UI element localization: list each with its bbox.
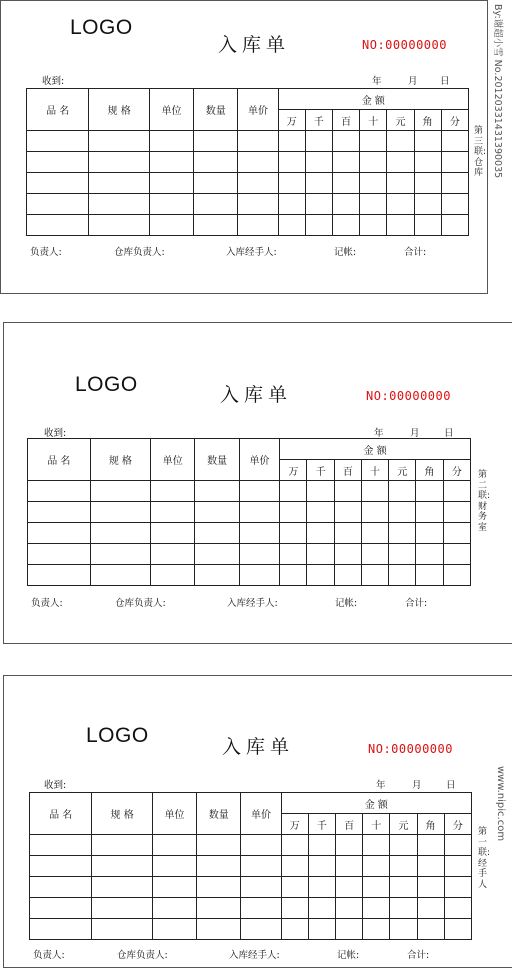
table-cell[interactable]	[280, 502, 307, 523]
items-table	[29, 792, 472, 940]
table-cell[interactable]	[336, 919, 363, 940]
table-cell[interactable]	[390, 835, 417, 856]
logo-text: LOGO	[75, 373, 138, 396]
table-cell[interactable]	[278, 152, 305, 173]
header-amount: 金 额	[280, 439, 471, 460]
header-digit: 十	[363, 814, 390, 835]
table-cell[interactable]	[90, 523, 151, 544]
table-cell[interactable]	[239, 565, 279, 586]
table-cell[interactable]	[305, 131, 332, 152]
date-year-label: 年	[374, 428, 384, 439]
table-cell[interactable]	[387, 194, 414, 215]
header-digit: 元	[387, 110, 414, 131]
table-cell[interactable]	[149, 173, 193, 194]
table-cell[interactable]	[197, 856, 241, 877]
table-cell[interactable]	[194, 215, 238, 236]
table-cell[interactable]	[280, 565, 307, 586]
table-row	[27, 194, 469, 215]
table-cell[interactable]	[27, 215, 89, 236]
header-digit: 元	[389, 460, 416, 481]
table-cell[interactable]	[281, 835, 308, 856]
header-digit: 万	[278, 110, 305, 131]
table-cell[interactable]	[307, 481, 334, 502]
table-cell[interactable]	[360, 215, 387, 236]
items-table	[26, 88, 469, 236]
header-digit: 万	[281, 814, 308, 835]
date-year-label: 年	[376, 780, 386, 791]
table-cell[interactable]	[152, 877, 196, 898]
table-row	[28, 544, 471, 565]
header-digit: 万	[280, 460, 307, 481]
table-cell[interactable]	[390, 898, 417, 919]
header-digit: 千	[308, 814, 335, 835]
header-digit: 分	[444, 814, 471, 835]
header-digit: 十	[361, 460, 388, 481]
table-cell[interactable]	[89, 194, 149, 215]
table-cell[interactable]	[281, 919, 308, 940]
date-day-label: 日	[440, 76, 450, 87]
table-cell[interactable]	[389, 481, 416, 502]
table-cell[interactable]	[151, 481, 195, 502]
table-cell[interactable]	[194, 194, 238, 215]
header-digit: 百	[333, 110, 360, 131]
table-cell[interactable]	[336, 856, 363, 877]
date-month-label: 月	[410, 428, 420, 439]
footer-warehouse-manager: 仓库负责人:	[117, 950, 168, 961]
date-day-label: 日	[444, 428, 454, 439]
table-cell[interactable]	[416, 481, 443, 502]
table-cell[interactable]	[195, 544, 239, 565]
table-cell[interactable]	[149, 194, 193, 215]
table-cell[interactable]	[307, 544, 334, 565]
table-cell[interactable]	[151, 565, 195, 586]
table-cell[interactable]	[387, 173, 414, 194]
table-cell[interactable]	[333, 173, 360, 194]
table-cell[interactable]	[30, 856, 92, 877]
header-spec: 规 格	[90, 439, 151, 481]
table-cell[interactable]	[28, 544, 91, 565]
table-cell[interactable]	[89, 131, 149, 152]
table-row	[28, 502, 471, 523]
table-cell[interactable]	[307, 523, 334, 544]
footer-total: 合计:	[407, 950, 430, 961]
header-digit: 角	[417, 814, 444, 835]
header-digit: 百	[334, 460, 361, 481]
date-month-label: 月	[412, 780, 422, 791]
table-cell[interactable]	[89, 173, 149, 194]
footer-receiving-handler: 入库经手人:	[227, 598, 278, 609]
table-cell[interactable]	[308, 856, 335, 877]
table-cell[interactable]	[149, 131, 193, 152]
footer-bookkeeping: 记帐:	[334, 247, 357, 258]
table-cell[interactable]	[28, 502, 91, 523]
table-cell[interactable]	[30, 898, 92, 919]
table-cell[interactable]	[308, 919, 335, 940]
table-cell[interactable]	[333, 152, 360, 173]
table-cell[interactable]	[92, 877, 152, 898]
table-cell[interactable]	[336, 835, 363, 856]
table-cell[interactable]	[305, 173, 332, 194]
table-cell[interactable]	[441, 173, 468, 194]
table-row	[27, 131, 469, 152]
table-row	[28, 481, 471, 502]
date-year-label: 年	[372, 76, 382, 87]
header-item-name: 品 名	[28, 439, 91, 481]
logo-text: LOGO	[70, 16, 133, 39]
header-unit: 单位	[149, 89, 193, 131]
table-cell[interactable]	[90, 481, 151, 502]
table-cell[interactable]	[360, 173, 387, 194]
header-amount: 金 额	[278, 89, 468, 110]
table-cell[interactable]	[152, 898, 196, 919]
table-cell[interactable]	[334, 544, 361, 565]
table-cell[interactable]	[28, 481, 91, 502]
header-digit: 十	[360, 110, 387, 131]
table-cell[interactable]	[308, 835, 335, 856]
table-cell[interactable]	[390, 856, 417, 877]
header-spec: 规 格	[92, 793, 152, 835]
table-cell[interactable]	[197, 919, 241, 940]
table-cell[interactable]	[307, 502, 334, 523]
table-cell[interactable]	[334, 523, 361, 544]
table-cell[interactable]	[443, 565, 470, 586]
table-cell[interactable]	[281, 856, 308, 877]
table-cell[interactable]	[281, 877, 308, 898]
table-cell[interactable]	[360, 131, 387, 152]
table-cell[interactable]	[444, 856, 471, 877]
footer-total: 合计:	[405, 598, 428, 609]
table-cell[interactable]	[389, 523, 416, 544]
table-cell[interactable]	[363, 835, 390, 856]
table-cell[interactable]	[241, 877, 281, 898]
table-cell[interactable]	[280, 544, 307, 565]
table-cell[interactable]	[336, 877, 363, 898]
table-cell[interactable]	[195, 481, 239, 502]
watermark-text-top: By:谢超小雪 No.20120331431390035	[492, 4, 503, 179]
table-cell[interactable]	[197, 835, 241, 856]
table-cell[interactable]	[280, 523, 307, 544]
table-cell[interactable]	[389, 502, 416, 523]
footer-warehouse-manager: 仓库负责人:	[115, 598, 166, 609]
table-cell[interactable]	[443, 481, 470, 502]
table-cell[interactable]	[389, 544, 416, 565]
table-cell[interactable]	[278, 173, 305, 194]
header-digit: 分	[443, 460, 470, 481]
table-cell[interactable]	[278, 215, 305, 236]
table-cell[interactable]	[27, 131, 89, 152]
table-cell[interactable]	[152, 856, 196, 877]
table-cell[interactable]	[361, 502, 388, 523]
table-cell[interactable]	[390, 877, 417, 898]
footer-responsible: 负责人:	[31, 598, 63, 609]
table-cell[interactable]	[414, 152, 441, 173]
header-digit: 千	[307, 460, 334, 481]
table-row	[30, 898, 472, 919]
table-cell[interactable]	[444, 919, 471, 940]
table-cell[interactable]	[417, 919, 444, 940]
footer-bookkeeping: 记帐:	[337, 950, 360, 961]
table-cell[interactable]	[27, 194, 89, 215]
table-cell[interactable]	[238, 173, 278, 194]
table-cell[interactable]	[363, 856, 390, 877]
footer-receiving-handler: 入库经手人:	[229, 950, 280, 961]
table-cell[interactable]	[151, 544, 195, 565]
header-quantity: 数量	[195, 439, 239, 481]
table-row	[30, 835, 472, 856]
table-cell[interactable]	[195, 502, 239, 523]
table-cell[interactable]	[239, 481, 279, 502]
table-cell[interactable]	[414, 194, 441, 215]
table-cell[interactable]	[334, 502, 361, 523]
table-cell[interactable]	[333, 215, 360, 236]
table-cell[interactable]	[92, 898, 152, 919]
table-cell[interactable]	[239, 523, 279, 544]
copy-side-note: 第三联:仓库	[474, 126, 487, 178]
table-cell[interactable]	[361, 481, 388, 502]
table-cell[interactable]	[361, 565, 388, 586]
table-cell[interactable]	[308, 898, 335, 919]
table-cell[interactable]	[278, 194, 305, 215]
table-row	[27, 215, 469, 236]
table-cell[interactable]	[197, 877, 241, 898]
table-cell[interactable]	[28, 565, 91, 586]
received-label: 收到:	[44, 780, 67, 791]
table-cell[interactable]	[194, 173, 238, 194]
table-cell[interactable]	[416, 502, 443, 523]
table-cell[interactable]	[195, 523, 239, 544]
table-cell[interactable]	[30, 877, 92, 898]
table-cell[interactable]	[238, 152, 278, 173]
table-cell[interactable]	[307, 565, 334, 586]
table-cell[interactable]	[90, 502, 151, 523]
table-cell[interactable]	[30, 919, 92, 940]
table-cell[interactable]	[194, 131, 238, 152]
table-cell[interactable]	[151, 502, 195, 523]
table-cell[interactable]	[444, 877, 471, 898]
table-cell[interactable]	[443, 544, 470, 565]
table-cell[interactable]	[390, 919, 417, 940]
table-cell[interactable]	[414, 173, 441, 194]
table-cell[interactable]	[280, 481, 307, 502]
header-digit: 千	[305, 110, 332, 131]
table-cell[interactable]	[414, 131, 441, 152]
table-cell[interactable]	[281, 898, 308, 919]
header-unit-price: 单价	[238, 89, 278, 131]
table-cell[interactable]	[441, 131, 468, 152]
table-cell[interactable]	[417, 856, 444, 877]
table-cell[interactable]	[441, 215, 468, 236]
table-cell[interactable]	[336, 898, 363, 919]
table-cell[interactable]	[416, 523, 443, 544]
header-amount: 金 额	[281, 793, 471, 814]
table-cell[interactable]	[363, 877, 390, 898]
footer-bookkeeping: 记帐:	[335, 598, 358, 609]
table-row	[27, 152, 469, 173]
header-digit: 元	[390, 814, 417, 835]
header-item-name: 品 名	[27, 89, 89, 131]
footer-receiving-handler: 入库经手人:	[226, 247, 277, 258]
items-table	[27, 438, 471, 586]
table-cell[interactable]	[90, 544, 151, 565]
logo-text: LOGO	[86, 724, 149, 747]
date-month-label: 月	[408, 76, 418, 87]
footer-responsible: 负责人:	[33, 950, 65, 961]
table-cell[interactable]	[334, 481, 361, 502]
table-cell[interactable]	[27, 152, 89, 173]
table-cell[interactable]	[152, 919, 196, 940]
table-row	[28, 523, 471, 544]
footer-responsible: 负责人:	[30, 247, 62, 258]
table-cell[interactable]	[152, 835, 196, 856]
table-cell[interactable]	[441, 194, 468, 215]
table-cell[interactable]	[387, 215, 414, 236]
form-number: NO:00000000	[368, 742, 453, 756]
footer-warehouse-manager: 仓库负责人:	[114, 247, 165, 258]
table-cell[interactable]	[241, 835, 281, 856]
table-cell[interactable]	[149, 215, 193, 236]
table-cell[interactable]	[30, 835, 92, 856]
table-cell[interactable]	[387, 152, 414, 173]
table-cell[interactable]	[387, 131, 414, 152]
table-cell[interactable]	[28, 523, 91, 544]
table-cell[interactable]	[278, 131, 305, 152]
table-cell[interactable]	[238, 215, 278, 236]
table-cell[interactable]	[360, 152, 387, 173]
table-cell[interactable]	[333, 131, 360, 152]
copy-side-note: 第一联:经手人	[478, 827, 491, 890]
copy-side-note: 第二联:财务室	[478, 470, 491, 533]
date-day-label: 日	[446, 780, 456, 791]
table-cell[interactable]	[417, 835, 444, 856]
table-cell[interactable]	[441, 152, 468, 173]
table-cell[interactable]	[241, 898, 281, 919]
table-cell[interactable]	[305, 215, 332, 236]
table-row	[28, 565, 471, 586]
table-cell[interactable]	[305, 194, 332, 215]
table-cell[interactable]	[417, 898, 444, 919]
header-spec: 规 格	[89, 89, 149, 131]
table-cell[interactable]	[444, 898, 471, 919]
form-title: 入库单	[218, 34, 291, 56]
table-row	[27, 173, 469, 194]
table-cell[interactable]	[90, 565, 151, 586]
table-cell[interactable]	[92, 835, 152, 856]
table-cell[interactable]	[414, 215, 441, 236]
table-cell[interactable]	[305, 152, 332, 173]
header-unit: 单位	[152, 793, 196, 835]
header-quantity: 数量	[194, 89, 238, 131]
form-number: NO:00000000	[362, 38, 447, 52]
table-cell[interactable]	[238, 131, 278, 152]
table-cell[interactable]	[89, 152, 149, 173]
table-cell[interactable]	[92, 919, 152, 940]
table-cell[interactable]	[363, 898, 390, 919]
received-label: 收到:	[44, 428, 67, 439]
form-number: NO:00000000	[366, 389, 451, 403]
header-unit: 单位	[151, 439, 195, 481]
table-row	[30, 919, 472, 940]
table-cell[interactable]	[443, 523, 470, 544]
table-cell[interactable]	[195, 565, 239, 586]
header-digit: 百	[336, 814, 363, 835]
table-cell[interactable]	[151, 523, 195, 544]
table-cell[interactable]	[443, 502, 470, 523]
table-cell[interactable]	[416, 544, 443, 565]
footer-total: 合计:	[404, 247, 427, 258]
table-cell[interactable]	[444, 835, 471, 856]
header-unit-price: 单价	[239, 439, 279, 481]
header-digit: 角	[414, 110, 441, 131]
table-cell[interactable]	[239, 502, 279, 523]
table-cell[interactable]	[361, 523, 388, 544]
header-digit: 分	[441, 110, 468, 131]
table-cell[interactable]	[89, 215, 149, 236]
table-cell[interactable]	[197, 898, 241, 919]
table-cell[interactable]	[27, 173, 89, 194]
header-unit-price: 单价	[241, 793, 281, 835]
table-cell[interactable]	[389, 565, 416, 586]
header-quantity: 数量	[197, 793, 241, 835]
form-title: 入库单	[222, 736, 295, 758]
table-cell[interactable]	[194, 152, 238, 173]
table-cell[interactable]	[334, 565, 361, 586]
table-cell[interactable]	[149, 152, 193, 173]
table-cell[interactable]	[333, 194, 360, 215]
table-cell[interactable]	[361, 544, 388, 565]
table-cell[interactable]	[416, 565, 443, 586]
table-cell[interactable]	[417, 877, 444, 898]
table-cell[interactable]	[241, 856, 281, 877]
table-row	[30, 877, 472, 898]
table-cell[interactable]	[241, 919, 281, 940]
table-cell[interactable]	[308, 877, 335, 898]
table-cell[interactable]	[363, 919, 390, 940]
header-item-name: 品 名	[30, 793, 92, 835]
table-cell[interactable]	[92, 856, 152, 877]
table-cell[interactable]	[238, 194, 278, 215]
watermark-text-bottom: www.nipic.com	[495, 766, 506, 842]
form-title: 入库单	[220, 384, 293, 406]
table-cell[interactable]	[360, 194, 387, 215]
table-row	[30, 856, 472, 877]
header-digit: 角	[416, 460, 443, 481]
received-label: 收到:	[42, 76, 65, 87]
table-cell[interactable]	[239, 544, 279, 565]
